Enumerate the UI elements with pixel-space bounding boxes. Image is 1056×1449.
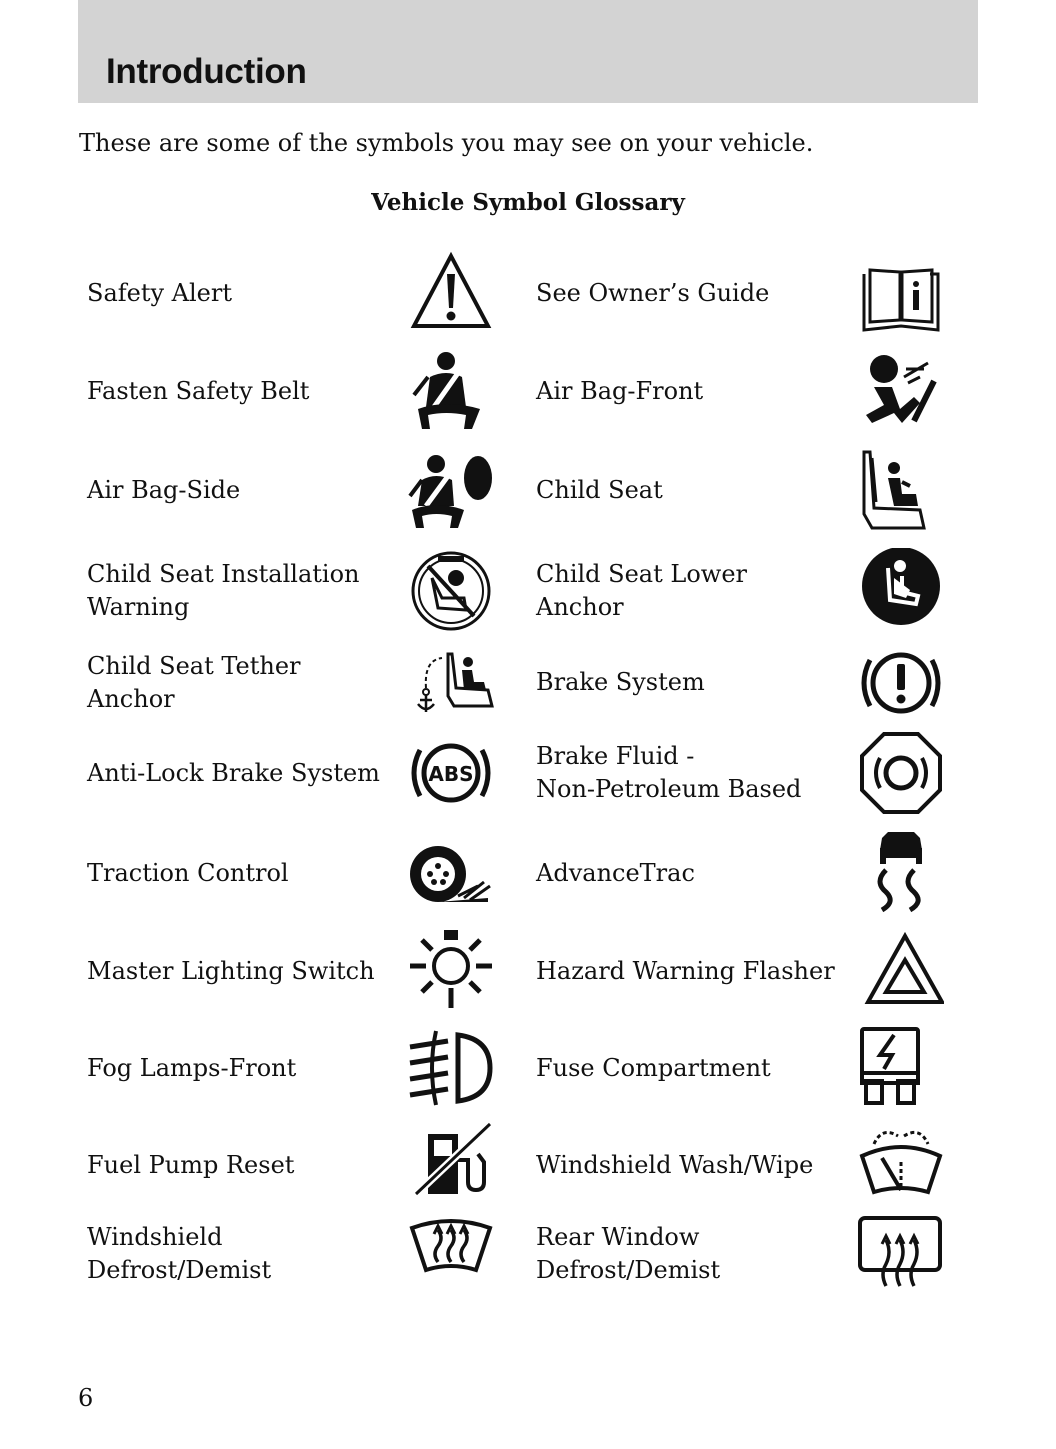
brake-fluid-icon [858, 730, 944, 816]
warning-triangle-icon [408, 250, 494, 336]
child-seat-lower-anchor-icon [858, 548, 944, 634]
symbol-label: Air Bag-Front [536, 377, 704, 405]
symbol-label: AdvanceTrac [536, 859, 695, 887]
symbol-label: Air Bag-Side [87, 476, 241, 504]
symbol-label: Hazard Warning Flasher [536, 957, 835, 985]
fuel-pump-reset-icon [408, 1122, 494, 1208]
airbag-side-icon [408, 448, 494, 534]
symbol-label: See Owner’s Guide [536, 279, 770, 307]
windshield-defrost-icon [408, 1214, 494, 1300]
advancetrac-icon [858, 830, 944, 916]
child-seat-tether-anchor-icon [408, 640, 494, 726]
airbag-front-icon [858, 347, 944, 433]
symbol-label: Windshield Wash/Wipe [536, 1151, 814, 1179]
symbol-label: Child Seat Tether Anchor [87, 652, 301, 713]
symbol-label: Master Lighting Switch [87, 957, 375, 985]
symbol-label: Child Seat [536, 476, 663, 504]
symbol-label: Anti-Lock Brake System [87, 759, 380, 787]
hazard-warning-flasher-icon [858, 928, 944, 1014]
symbol-label: Brake System [536, 668, 705, 696]
symbol-label: Fuse Compartment [536, 1054, 771, 1082]
child-seat-warning-icon [408, 548, 494, 634]
rear-window-defrost-icon [858, 1214, 944, 1300]
owners-guide-book-icon [858, 250, 944, 336]
page-title: Introduction [106, 52, 307, 91]
symbol-label: Windshield Defrost/Demist [87, 1223, 272, 1284]
symbol-label: Safety Alert [87, 279, 232, 307]
symbol-label: Fog Lamps-Front [87, 1054, 297, 1082]
intro-text: These are some of the symbols you may see on your vehicle. [79, 129, 814, 157]
fog-lamps-front-icon [408, 1025, 494, 1111]
windshield-wash-wipe-icon [858, 1122, 944, 1208]
page-number: 6 [78, 1384, 94, 1412]
brake-system-icon [858, 640, 944, 726]
symbol-label: Fuel Pump Reset [87, 1151, 295, 1179]
glossary-title: Vehicle Symbol Glossary [371, 189, 685, 216]
fuse-compartment-icon [858, 1025, 944, 1111]
svg-text:ABS: ABS [428, 762, 474, 786]
master-lighting-switch-icon [408, 928, 494, 1014]
symbol-label: Child Seat Lower Anchor [536, 560, 747, 621]
symbol-label: Rear Window Defrost/Demist [536, 1223, 721, 1284]
seatbelt-icon [408, 347, 494, 433]
symbol-label: Child Seat Installation Warning [87, 560, 360, 621]
child-seat-icon [858, 448, 944, 534]
abs-icon [408, 730, 494, 816]
symbol-label: Traction Control [87, 859, 289, 887]
symbol-label: Fasten Safety Belt [87, 377, 310, 405]
symbol-label: Brake Fluid - Non-Petroleum Based [536, 742, 802, 803]
traction-control-icon [408, 830, 494, 916]
